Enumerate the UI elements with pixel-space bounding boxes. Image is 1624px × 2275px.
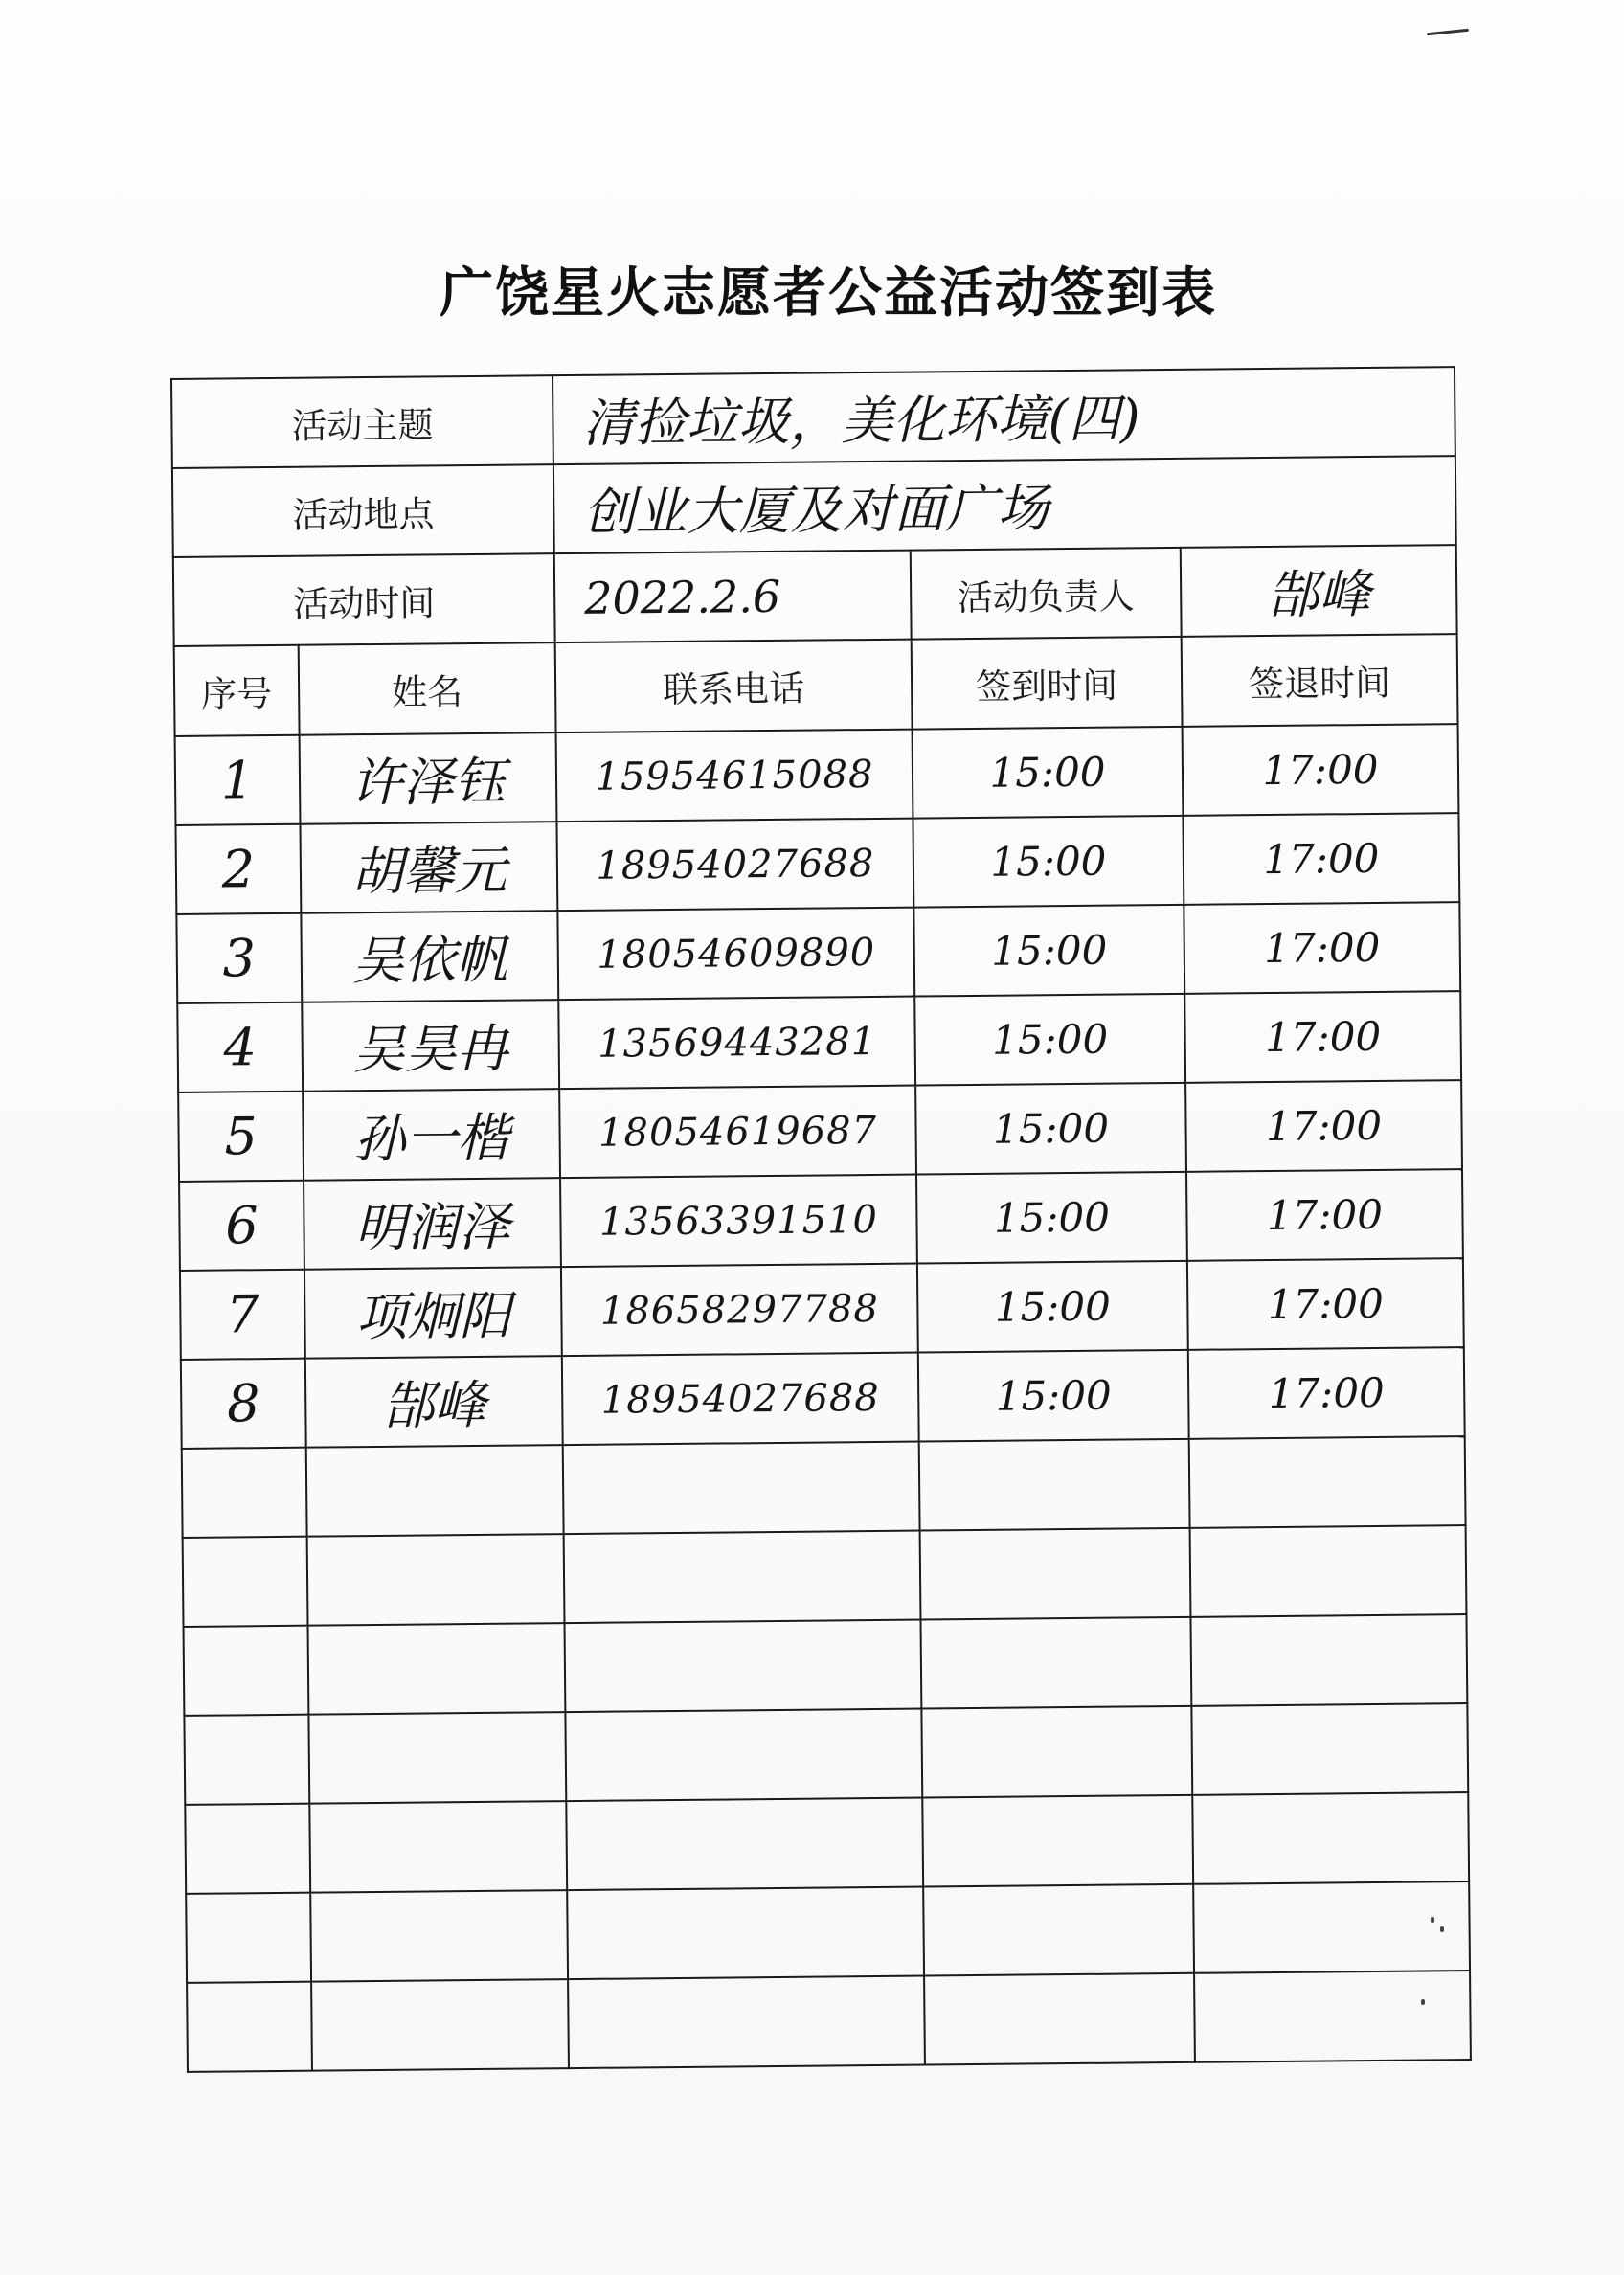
row-checkout-time-cell <box>1187 1258 1464 1350</box>
empty-cell <box>564 1620 921 1713</box>
row-phone: 18054609890 <box>597 930 876 978</box>
leader-value: 郜峰 <box>1266 563 1371 626</box>
row-name: 许泽钰 <box>350 751 507 814</box>
empty-cell <box>1194 1971 1471 2062</box>
col-header-checkout: 签退时间 <box>1182 634 1458 727</box>
empty-cell <box>308 1623 566 1715</box>
sign-in-sheet <box>170 366 1470 2075</box>
row-name-cell <box>305 1356 563 1448</box>
row-name: 孙一楷 <box>353 1107 509 1170</box>
row-phone-cell <box>556 819 914 912</box>
location-label: 活动地点 <box>172 464 554 557</box>
row-checkout-time: 17:00 <box>1266 1190 1384 1240</box>
location-value-cell <box>553 456 1456 553</box>
row-number-cell <box>176 913 302 1003</box>
row-number-cell <box>179 1181 304 1271</box>
row-number-cell <box>177 1002 303 1092</box>
table-row <box>179 1169 1463 1271</box>
row-number-cell <box>175 735 301 825</box>
row-checkin-time-cell <box>916 1172 1187 1264</box>
row-name-cell <box>302 1000 559 1092</box>
empty-cell <box>1193 1881 1470 1973</box>
theme-value: 清捡垃圾，美化环境(四) <box>582 388 1140 454</box>
table-row <box>177 991 1461 1092</box>
row-phone-cell <box>560 1175 917 1268</box>
col-header-name: 姓名 <box>299 642 556 735</box>
row-checkin-time: 15:00 <box>991 1015 1109 1064</box>
row-checkin-time-cell <box>917 1261 1188 1353</box>
row-number: 1 <box>220 750 255 811</box>
col-header-phone: 联系电话 <box>555 640 913 733</box>
row-checkin-time-cell <box>918 1350 1189 1442</box>
empty-cell <box>922 1795 1193 1887</box>
row-checkout-time: 17:00 <box>1265 1101 1383 1151</box>
empty-cell <box>567 1887 924 1980</box>
row-phone-cell <box>562 1353 919 1446</box>
ink-speck <box>1431 1917 1434 1923</box>
empty-cell <box>923 1884 1194 1976</box>
empty-table-row <box>187 1971 1471 2072</box>
row-checkout-time: 17:00 <box>1264 1012 1382 1062</box>
empty-cell <box>306 1445 564 1537</box>
row-name-cell <box>304 1178 561 1270</box>
row-number: 3 <box>222 928 257 989</box>
row-number-cell <box>178 1092 304 1182</box>
empty-cell <box>565 1709 922 1802</box>
row-phone-cell <box>561 1264 918 1357</box>
row-phone-cell <box>556 730 914 822</box>
empty-table-row <box>185 1792 1469 1894</box>
row-phone-cell <box>558 997 915 1090</box>
row-name: 郜峰 <box>382 1374 486 1436</box>
empty-table-row <box>184 1614 1468 1716</box>
row-checkin-time-cell <box>913 816 1184 908</box>
table-row <box>175 724 1459 825</box>
location-row <box>172 456 1456 557</box>
empty-cell <box>920 1617 1191 1709</box>
row-number: 2 <box>221 839 256 900</box>
row-number: 7 <box>225 1284 259 1345</box>
row-checkout-time-cell <box>1184 902 1460 994</box>
row-checkin-time-cell <box>915 1083 1186 1175</box>
row-checkout-time: 17:00 <box>1268 1368 1385 1418</box>
empty-cell <box>1190 1525 1467 1617</box>
empty-cell <box>920 1528 1191 1620</box>
empty-cell <box>1192 1792 1469 1884</box>
row-phone: 15954615088 <box>595 752 874 800</box>
row-number: 4 <box>223 1017 258 1078</box>
leader-value-cell <box>1181 545 1457 637</box>
empty-cell <box>307 1534 565 1626</box>
empty-cell <box>919 1439 1190 1531</box>
row-phone: 18658297788 <box>599 1286 880 1334</box>
row-phone: 13563391510 <box>598 1197 879 1245</box>
table-row <box>175 813 1459 914</box>
row-name: 胡馨元 <box>350 840 508 903</box>
row-phone: 18954027688 <box>596 841 875 889</box>
row-name: 吴依帆 <box>351 929 508 992</box>
ink-speck <box>1440 1926 1444 1932</box>
row-number-cell <box>175 824 301 914</box>
empty-table-row <box>183 1525 1467 1627</box>
row-checkin-time: 15:00 <box>993 1193 1111 1242</box>
row-checkout-time: 17:00 <box>1267 1279 1385 1329</box>
row-checkout-time-cell <box>1183 813 1459 905</box>
row-checkin-time: 15:00 <box>991 926 1108 975</box>
row-checkout-time: 17:00 <box>1264 923 1381 973</box>
empty-cell <box>1191 1703 1468 1795</box>
time-row <box>173 545 1457 646</box>
empty-cell <box>185 1804 310 1894</box>
time-value: 2022.2.6 <box>583 570 781 624</box>
row-name-cell <box>304 1267 562 1359</box>
time-value-cell <box>554 551 912 643</box>
ink-speck <box>1421 1999 1425 2005</box>
column-header-row <box>174 634 1458 736</box>
row-checkout-time-cell <box>1183 724 1459 816</box>
empty-cell <box>564 1531 921 1624</box>
row-checkin-time: 15:00 <box>992 1104 1110 1153</box>
row-number: 6 <box>225 1195 259 1256</box>
row-name-cell <box>303 1089 560 1181</box>
empty-cell <box>563 1442 920 1535</box>
theme-label: 活动主题 <box>171 375 553 468</box>
empty-cell <box>182 1448 307 1538</box>
row-number: 8 <box>226 1373 260 1434</box>
row-phone-cell <box>559 1086 916 1179</box>
empty-cell <box>568 1976 925 2069</box>
row-phone: 18054619687 <box>598 1108 878 1156</box>
table-row <box>181 1347 1465 1449</box>
row-checkout-time: 17:00 <box>1263 834 1380 884</box>
row-checkout-time-cell <box>1188 1347 1465 1439</box>
empty-cell <box>186 1893 311 1983</box>
empty-cell <box>184 1715 309 1805</box>
empty-table-row <box>182 1436 1466 1538</box>
leader-label: 活动负责人 <box>911 548 1182 640</box>
row-checkin-time: 15:00 <box>995 1371 1112 1420</box>
sign-in-table <box>170 366 1472 2073</box>
document-title: 广饶星火志愿者公益活动签到表 <box>440 262 1217 325</box>
empty-cell <box>308 1712 566 1804</box>
table-row <box>178 1080 1462 1182</box>
row-checkout-time-cell <box>1185 1080 1462 1172</box>
table-row <box>176 902 1460 1003</box>
empty-cell <box>309 1801 567 1893</box>
row-number-cell <box>181 1359 306 1449</box>
row-checkout-time: 17:00 <box>1262 745 1379 795</box>
row-checkout-time-cell <box>1186 1169 1463 1261</box>
row-phone: 18954027688 <box>600 1375 880 1423</box>
row-checkout-time-cell <box>1184 991 1461 1083</box>
row-name-cell <box>300 822 557 913</box>
empty-table-row <box>186 1881 1470 1983</box>
empty-cell <box>1190 1614 1467 1706</box>
row-checkin-time-cell <box>913 727 1184 819</box>
row-checkin-time-cell <box>914 905 1184 997</box>
row-phone: 13569443281 <box>597 1019 877 1067</box>
row-name: 吴昊冉 <box>352 1018 509 1081</box>
row-name-cell <box>301 911 558 1002</box>
empty-cell <box>921 1706 1192 1798</box>
row-checkin-time: 15:00 <box>994 1282 1112 1331</box>
empty-cell <box>566 1798 923 1891</box>
row-name: 项炯阳 <box>355 1285 511 1348</box>
col-header-no: 序号 <box>174 645 300 736</box>
empty-cell <box>1189 1436 1466 1528</box>
row-checkin-time-cell <box>914 994 1185 1086</box>
row-number: 5 <box>224 1106 259 1167</box>
empty-cell <box>311 1979 569 2071</box>
row-checkin-time: 15:00 <box>990 837 1107 886</box>
table-row <box>180 1258 1464 1360</box>
empty-table-row <box>184 1703 1468 1805</box>
row-name: 明润泽 <box>354 1196 510 1259</box>
time-label: 活动时间 <box>173 553 555 646</box>
row-name-cell <box>300 732 557 824</box>
row-checkin-time: 15:00 <box>989 748 1106 797</box>
col-header-checkin: 签到时间 <box>912 637 1183 730</box>
row-number-cell <box>180 1270 305 1360</box>
empty-cell <box>183 1537 308 1627</box>
empty-cell <box>310 1890 568 1982</box>
row-phone-cell <box>557 908 914 1001</box>
empty-cell <box>184 1626 309 1716</box>
location-value: 创业大厦及对面广场 <box>583 478 1049 543</box>
theme-value-cell <box>553 367 1455 464</box>
empty-cell <box>924 1973 1195 2065</box>
theme-row <box>171 367 1455 468</box>
empty-cell <box>187 1982 312 2072</box>
